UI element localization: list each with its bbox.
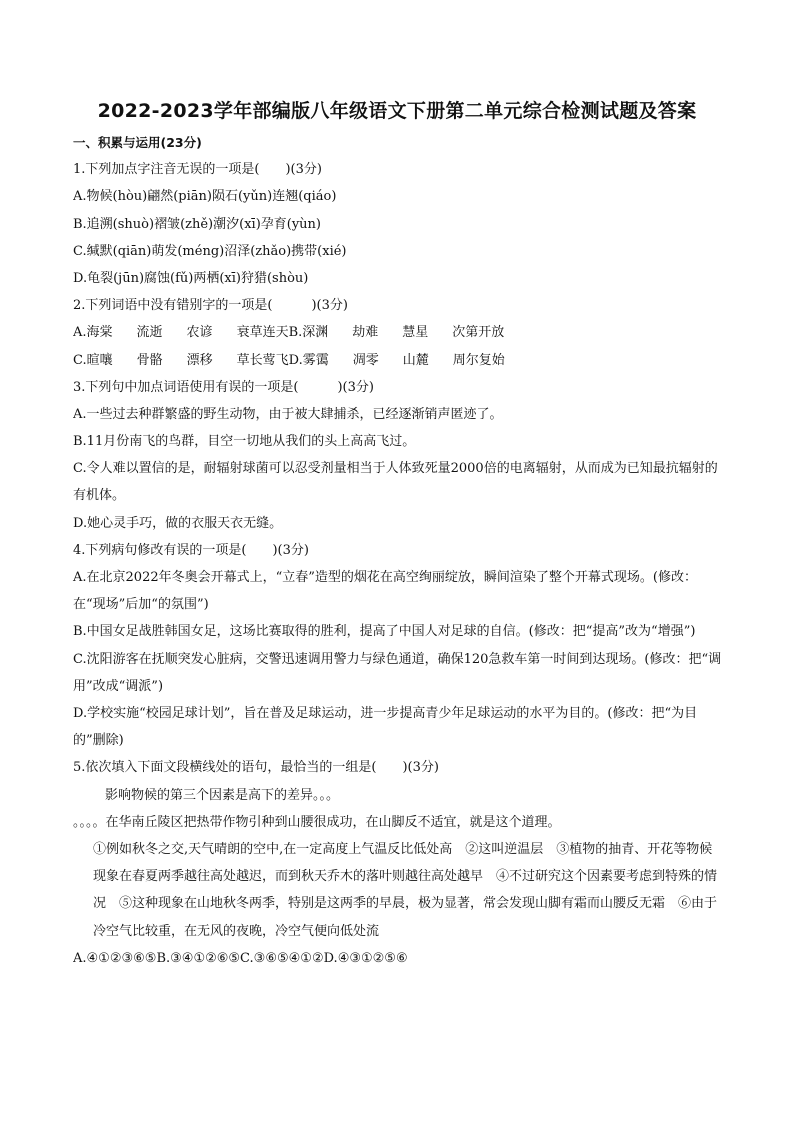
q2-stem: 2.下列词语中没有错别字的一项是( )(3分) bbox=[73, 298, 348, 314]
q3-option-a: A.一些过去种群繁盛的野生动物，由于被大肆捕杀，已经逐渐销声匿迹了。 bbox=[73, 406, 503, 422]
q2-word: 骨骼 bbox=[136, 352, 163, 368]
q2-options-ab bbox=[73, 319, 725, 346]
q5-stem: 5.依次填入下面文段横线处的语句，最恰当的一组是( )(3分) bbox=[73, 760, 439, 776]
q1-stem: 1.下列加点字注音无误的一项是( )(3分) bbox=[73, 162, 322, 178]
q2-options-cd bbox=[73, 347, 725, 374]
document-body bbox=[73, 129, 725, 972]
q4-stem: 4.下列病句修改有误的一项是( )(3分) bbox=[73, 542, 309, 558]
q2-word: 周尔复始 bbox=[452, 352, 505, 368]
q5-passage-line1: 影响物候的第三个因素是高下的差异。。。 bbox=[105, 787, 340, 803]
q3-option-c: C.令人难以置信的是，耐辐射球菌可以忍受剂量相当于人体致死量2000倍的电离辐射，从而成为已知最抗辐射的有机体。 bbox=[73, 461, 718, 504]
q2-word: C.暄嚷 bbox=[73, 352, 113, 368]
q3-option-b: B.11月份南飞的鸟群，目空一切地从我们的头上高高飞过。 bbox=[73, 434, 416, 450]
q2-word: 凋零 bbox=[352, 352, 379, 368]
q2-word: 慧星 bbox=[402, 325, 429, 341]
q5-answer-choices: A.④①②③⑥⑤B.③④①②⑥⑤C.③⑥⑤④①②D.④③①②⑤⑥ bbox=[73, 950, 408, 966]
q2-word: 草长莺飞D.雾霭 bbox=[236, 352, 329, 368]
q4-option-b: B.中国女足战胜韩国女足，这场比赛取得的胜利，提高了中国人对足球的自信。(修改：把“提高”改为“增强”) bbox=[73, 624, 696, 640]
q4-option-a: A.在北京2022年冬奥会开幕式上，“立春”造型的烟花在高空绚丽绽放，瞬间渲染了整个开幕式现场。(修改：在“现场”后加“的氛围”) bbox=[73, 570, 697, 613]
q2-word: 漂移 bbox=[186, 352, 213, 368]
q1-option-a: A.物候(hòu)翩然(piān)陨石(yǔn)连翘(qiáo) bbox=[73, 189, 337, 205]
q3-option-d: D.她心灵手巧，做的衣服天衣无缝。 bbox=[73, 515, 283, 531]
q1-option-d: D.龟裂(jūn)腐蚀(fǔ)两栖(xī)狩猎(shòu) bbox=[73, 270, 309, 286]
q1-option-c: C.缄默(qiān)萌发(méng)沼泽(zhǎo)携带(xié) bbox=[73, 243, 347, 259]
q2-word: 山麓 bbox=[402, 352, 429, 368]
q5-sentence-options: ①例如秋冬之交,天气晴朗的空中,在一定高度上气温反比低处高 ②这叫逆温层 ③植物的抽青、开花等物候现象在春夏两季越往高处越迟，而到秋天乔木的落叶则越往高处越早 ④不过研究这个因素要考虑到特殊的情况 ⑤这种现象在山地秋冬两季，特别是这两季的早晨，极为显著，常会发现山脚有霜而山腰反无霜 ⑥由于冷空气比较重，在无风的夜晚，冷空气便向低处流 bbox=[93, 842, 718, 939]
document-title: 2022-2023学年部编版八年级语文下册第二单元综合检测试题及答案 bbox=[97, 100, 697, 122]
q5-passage-line2: 。。。。在华南丘陵区把热带作物引种到山腰很成功，在山脚反不适宜，就是这个道理。 bbox=[73, 814, 561, 830]
q4-option-d: D.学校实施“校园足球计划”，旨在普及足球运动，进一步提高青少年足球运动的水平为目的。(修改：把“为目的”删除) bbox=[73, 706, 698, 749]
q1-option-b: B.追溯(shuò)褶皱(zhě)潮汐(xī)孕育(yùn) bbox=[73, 216, 321, 232]
section-heading: 一、积累与运用(23分) bbox=[73, 135, 202, 150]
q3-stem: 3.下列句中加点词语使用有误的一项是( )(3分) bbox=[73, 379, 374, 395]
q2-word: 流逝 bbox=[136, 325, 163, 341]
q2-word: A.海棠 bbox=[73, 325, 113, 341]
q4-option-c: C.沈阳游客在抚顺突发心脏病，交警迅速调用警力与绿色通道，确保120急救车第一时间到达现场。(修改：把“调用”改成“调派”) bbox=[73, 651, 722, 694]
q2-word: 农谚 bbox=[186, 325, 213, 341]
q2-word: 次第开放 bbox=[452, 325, 505, 341]
q2-word: 劫难 bbox=[352, 325, 379, 341]
q2-word: 衰草连天B.深渊 bbox=[236, 325, 329, 341]
